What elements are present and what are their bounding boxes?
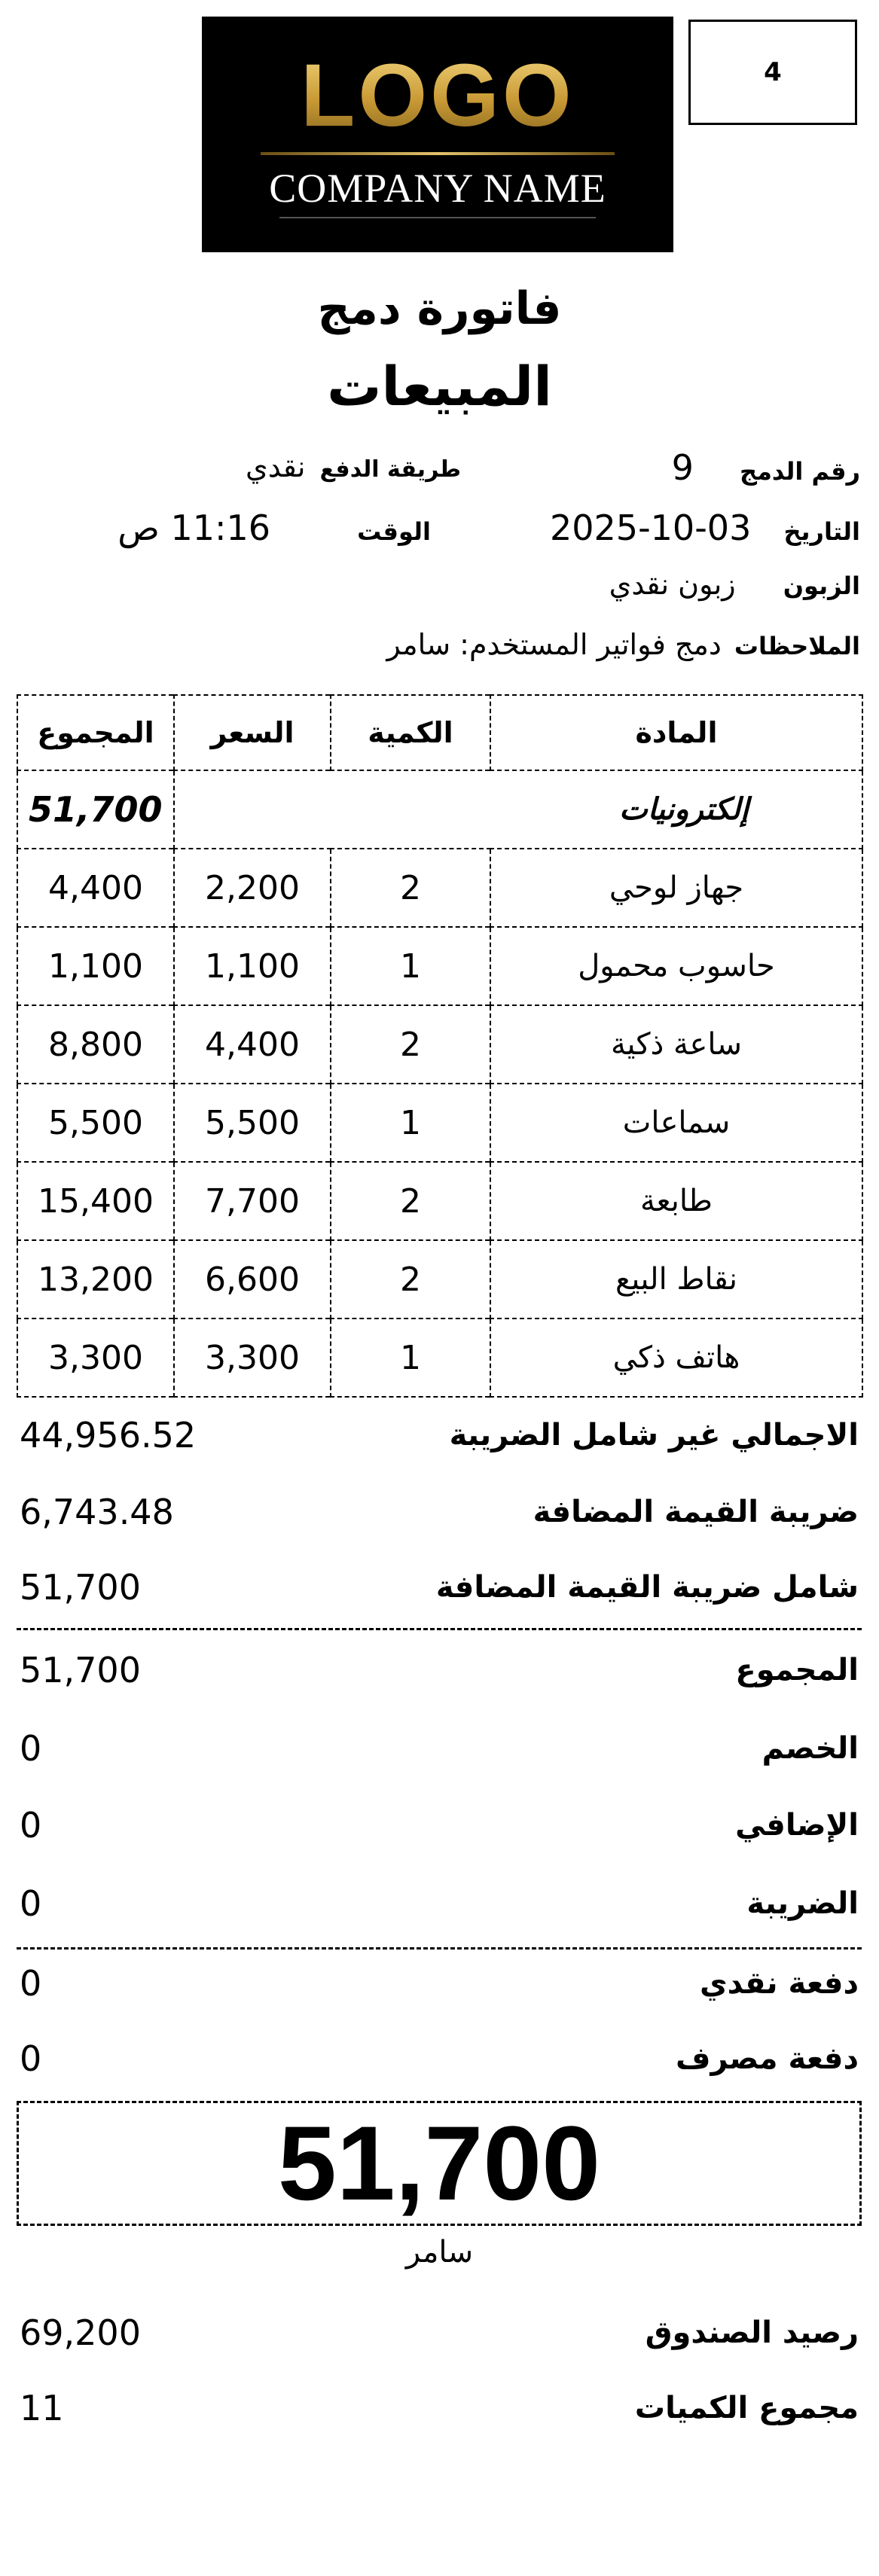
item-qty: 2: [331, 1240, 490, 1318]
company-name: COMPANY NAME: [269, 166, 606, 211]
total-label: المجموع: [735, 1653, 859, 1687]
tax-label: الضريبة: [746, 1886, 859, 1921]
vat-label: ضريبة القيمة المضافة: [533, 1495, 859, 1529]
incl-vat-value: 51,700: [20, 1567, 141, 1608]
category-total: 51,700: [17, 770, 174, 849]
tax-row: [20, 1873, 859, 1934]
cash-payment-row: [20, 1953, 859, 2014]
merge-no-label: رقم الدمج: [740, 457, 860, 486]
extra-value: 0: [20, 1805, 42, 1846]
item-name: نقاط البيع: [490, 1240, 862, 1318]
item-price: 5,500: [174, 1084, 331, 1162]
logo-text: LOGO: [301, 46, 575, 145]
invoice-subtitle: المبيعات: [327, 355, 552, 418]
table-header-row: [17, 695, 862, 770]
bank-payment-value: 0: [20, 2038, 42, 2079]
vat-value: 6,743.48: [20, 1492, 174, 1532]
item-name: هاتف ذكي: [490, 1318, 862, 1397]
date-label: التاريخ: [783, 517, 860, 546]
item-name: جهاز لوحي: [490, 849, 862, 927]
discount-label: الخصم: [761, 1731, 859, 1766]
col-header-qty: الكمية: [331, 695, 490, 770]
payment-label: طريقة الدفع: [319, 456, 461, 483]
item-price: 6,600: [174, 1240, 331, 1318]
grand-total-value: 51,700: [277, 2104, 601, 2222]
item-qty: 2: [331, 849, 490, 927]
category-name: إلكترونيات: [174, 770, 862, 849]
grand-total-box: [17, 2101, 862, 2226]
subtotal-excl-tax-row: [20, 1405, 859, 1465]
incl-vat-row: [20, 1557, 859, 1617]
total-row: [20, 1640, 859, 1700]
subtotal-excl-tax-label: الاجمالي غير شامل الضريبة: [449, 1418, 859, 1453]
items-table: [17, 694, 863, 1398]
bank-payment-label: دفعة مصرف: [675, 2041, 859, 2076]
tax-value: 0: [20, 1883, 42, 1924]
logo-underline: [279, 217, 596, 218]
date-row: [550, 508, 860, 548]
customer-value: زبون نقدي: [609, 568, 736, 601]
item-total: 5,500: [17, 1084, 174, 1162]
extra-label: الإضافي: [735, 1808, 859, 1843]
table-row: [17, 1162, 862, 1240]
customer-label: الزبون: [783, 572, 860, 600]
logo-divider: [261, 152, 615, 155]
item-price: 3,300: [174, 1318, 331, 1397]
col-header-price: السعر: [174, 695, 331, 770]
discount-value: 0: [20, 1728, 42, 1769]
notes-value: دمج فواتير المستخدم: سامر: [386, 628, 722, 661]
item-qty: 1: [331, 927, 490, 1005]
box-balance-row: [20, 2303, 859, 2363]
invoice-number: 4: [764, 57, 782, 87]
category-row: [17, 770, 862, 849]
invoice-title: فاتورة دمج: [317, 282, 562, 335]
col-header-total: المجموع: [17, 695, 174, 770]
company-logo: [202, 17, 673, 252]
divider: [17, 1947, 862, 1950]
box-balance-label: رصيد الصندوق: [645, 2315, 859, 2350]
item-total: 13,200: [17, 1240, 174, 1318]
extra-row: [20, 1795, 859, 1855]
merge-no-row: [672, 447, 860, 488]
item-total: 15,400: [17, 1162, 174, 1240]
table-row: [17, 1005, 862, 1084]
item-price: 1,100: [174, 927, 331, 1005]
divider: [17, 1628, 862, 1630]
table-row: [17, 849, 862, 927]
invoice-number-box: [688, 20, 857, 125]
item-price: 7,700: [174, 1162, 331, 1240]
table-row: [17, 927, 862, 1005]
date-value: 2025-10-03: [550, 508, 752, 548]
item-name: حاسوب محمول: [490, 927, 862, 1005]
notes-row: [386, 628, 860, 661]
item-total: 1,100: [17, 927, 174, 1005]
box-balance-value: 69,200: [20, 2312, 141, 2353]
time-label: الوقت: [357, 517, 431, 546]
item-name: ساعة ذكية: [490, 1005, 862, 1084]
item-name: سماعات: [490, 1084, 862, 1162]
payment-value: نقدي: [245, 450, 306, 483]
item-total: 8,800: [17, 1005, 174, 1084]
payment-row: [246, 450, 461, 483]
notes-label: الملاحظات: [734, 632, 860, 660]
item-qty: 2: [331, 1005, 490, 1084]
table-row: [17, 1318, 862, 1397]
table-row: [17, 1084, 862, 1162]
incl-vat-label: شامل ضريبة القيمة المضافة: [435, 1570, 859, 1605]
item-total: 3,300: [17, 1318, 174, 1397]
bank-payment-row: [20, 2029, 859, 2089]
total-value: 51,700: [20, 1650, 141, 1690]
qty-total-label: مجموع الكميات: [634, 2391, 859, 2425]
cash-payment-value: 0: [20, 1963, 42, 2004]
cashier-name: سامر: [405, 2235, 474, 2270]
qty-total-row: [20, 2378, 859, 2438]
discount-row: [20, 1718, 859, 1779]
cash-payment-label: دفعة نقدي: [699, 1966, 859, 2001]
item-price: 2,200: [174, 849, 331, 927]
customer-row: [609, 568, 860, 601]
item-name: طابعة: [490, 1162, 862, 1240]
vat-row: [20, 1482, 859, 1542]
col-header-item: المادة: [490, 695, 862, 770]
item-total: 4,400: [17, 849, 174, 927]
item-qty: 2: [331, 1162, 490, 1240]
time-value: 11:16 ص: [118, 508, 271, 548]
item-qty: 1: [331, 1318, 490, 1397]
item-price: 4,400: [174, 1005, 331, 1084]
subtotal-excl-tax-value: 44,956.52: [20, 1415, 197, 1456]
item-qty: 1: [331, 1084, 490, 1162]
time-row: [118, 508, 431, 548]
qty-total-value: 11: [20, 2388, 64, 2428]
table-row: [17, 1240, 862, 1318]
merge-no-value: 9: [671, 447, 694, 488]
